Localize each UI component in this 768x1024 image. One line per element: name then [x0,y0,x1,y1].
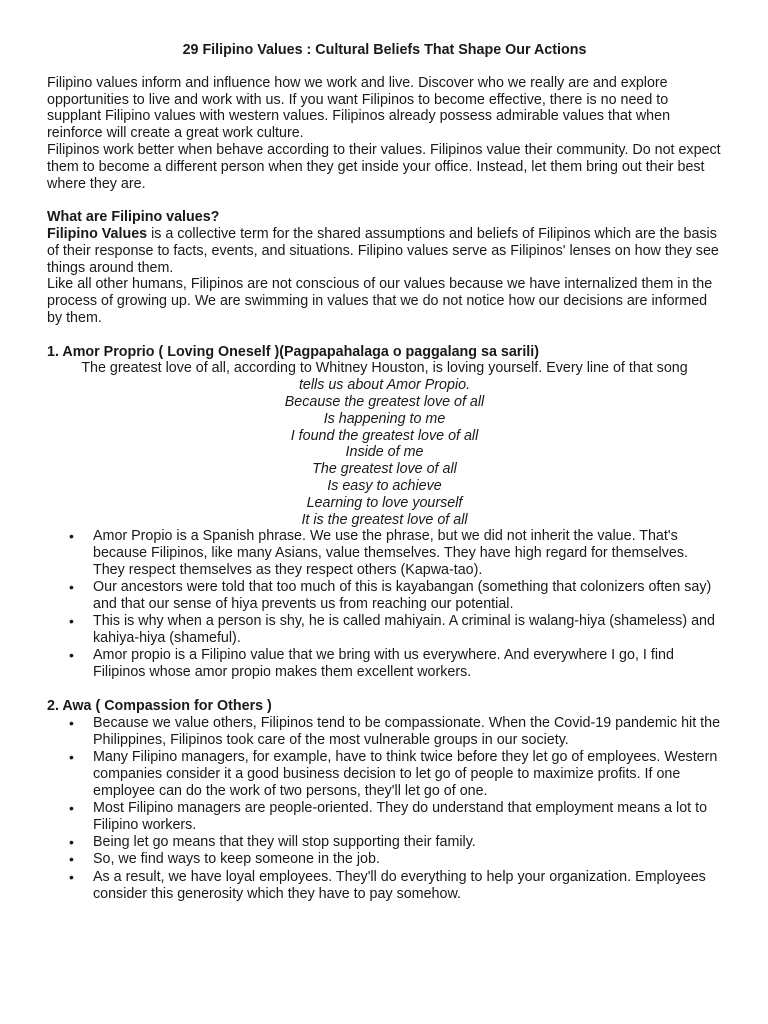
section-1-intro: The greatest love of all, according to Whitney Houston, is loving yourself. Every line of that song [81,360,688,377]
list-item: • Many Filipino managers, for example, have to think twice before they let go of employees. Western companies consider it a good business decision to let go of people to maximize profits. If one employee can do the work of two persons, they'll let go of one. [93,749,722,799]
spacer [47,327,722,344]
lyric-line: It is the greatest love of all [301,511,468,528]
list-item: • As a result, we have loyal employees. They'll do everything to help your organization. Employees consider this generosity which they have to pay somehow. [93,869,722,903]
song-lyrics [47,377,722,528]
list-item: • This is why when a person is shy, he is called mahiyain. A criminal is walang-hiya (shameless) and kahiya-hiya (shameful). [93,613,722,647]
lyric-line: Learning to love yourself [306,494,463,511]
spacer [47,681,722,698]
document-title: 29 Filipino Values : Cultural Beliefs That Shape Our Actions [182,42,587,58]
consciousness-paragraph: Like all other humans, Filipinos are not conscious of our values because we have internalized them in the process of growing up. We are swimming in values that we do not notice how our decisions are informed by them. [47,276,713,326]
section-2-heading: 2. Awa ( Compassion for Others ) [47,698,272,715]
definition-text: is a collective term for the shared assumptions and beliefs of Filipinos which are the basis of their response to facts, events, and situations. Filipino values serve as Filipinos' lenses on how they see things around them. [47,225,719,276]
lyric-line: Is happening to me [323,410,446,427]
lyric-line: The greatest love of all [312,461,457,478]
definition-paragraph [47,226,722,276]
definition-term: Filipino Values [47,225,148,242]
list-item: • Being let go means that they will stop supporting their family. [93,834,722,851]
what-are-heading: What are Filipino values? [47,209,220,226]
list-item: • Because we value others, Filipinos tend to be compassionate. When the Covid-19 pandemic hit the Philippines, Filipinos took care of the most vulnerable groups in our society. [93,715,722,749]
list-item: • So, we find ways to keep someone in the job. [93,851,722,868]
list-item: • Most Filipino managers are people-oriented. They do understand that employment means a lot to Filipino workers. [93,800,722,834]
section-1-bullet-list [47,528,722,681]
section-1-heading: 1. Amor Proprio ( Loving Oneself )(Pagpapahalaga o paggalang sa sarili) [47,343,540,360]
list-item: • Amor Propio is a Spanish phrase. We use the phrase, but we did not inherit the value. That's because Filipinos, like many Asians, value themselves. They have high regard for themselves. They respect themselves as they respect others (Kapwa-tao). [93,528,722,578]
lyric-line: Is easy to achieve [327,477,442,494]
lyric-line: I found the greatest love of all [290,427,479,444]
list-item: • Amor propio is a Filipino value that we bring with us everywhere. And everywhere I go, I find Filipinos whose amor propio makes them excellent workers. [93,647,722,681]
lyric-line: Because the greatest love of all [284,393,485,410]
lyric-line: Inside of me [345,444,424,461]
spacer [47,192,722,209]
intro-paragraph-1: Filipino values inform and influence how we work and live. Discover who we really are and explore opportunities to live and work with us. If you want Filipinos to become effective, there is no need to supplant Filipino values with western values. Filipinos already possess admirable values that when reinforce will create a great work culture. [47,74,671,142]
list-item: • Our ancestors were told that too much of this is kayabangan (something that colonizers often say) and that our sense of hiya prevents us from reaching our potential. [93,579,722,613]
section-2-bullet-list [47,715,722,902]
intro-paragraph-2: Filipinos work better when behave according to their values. Filipinos value their community. Do not expect them to become a different person when they get inside your office. Instead, let them bring out their best where they are. [47,141,721,192]
lyric-line: tells us about Amor Propio. [298,377,471,394]
